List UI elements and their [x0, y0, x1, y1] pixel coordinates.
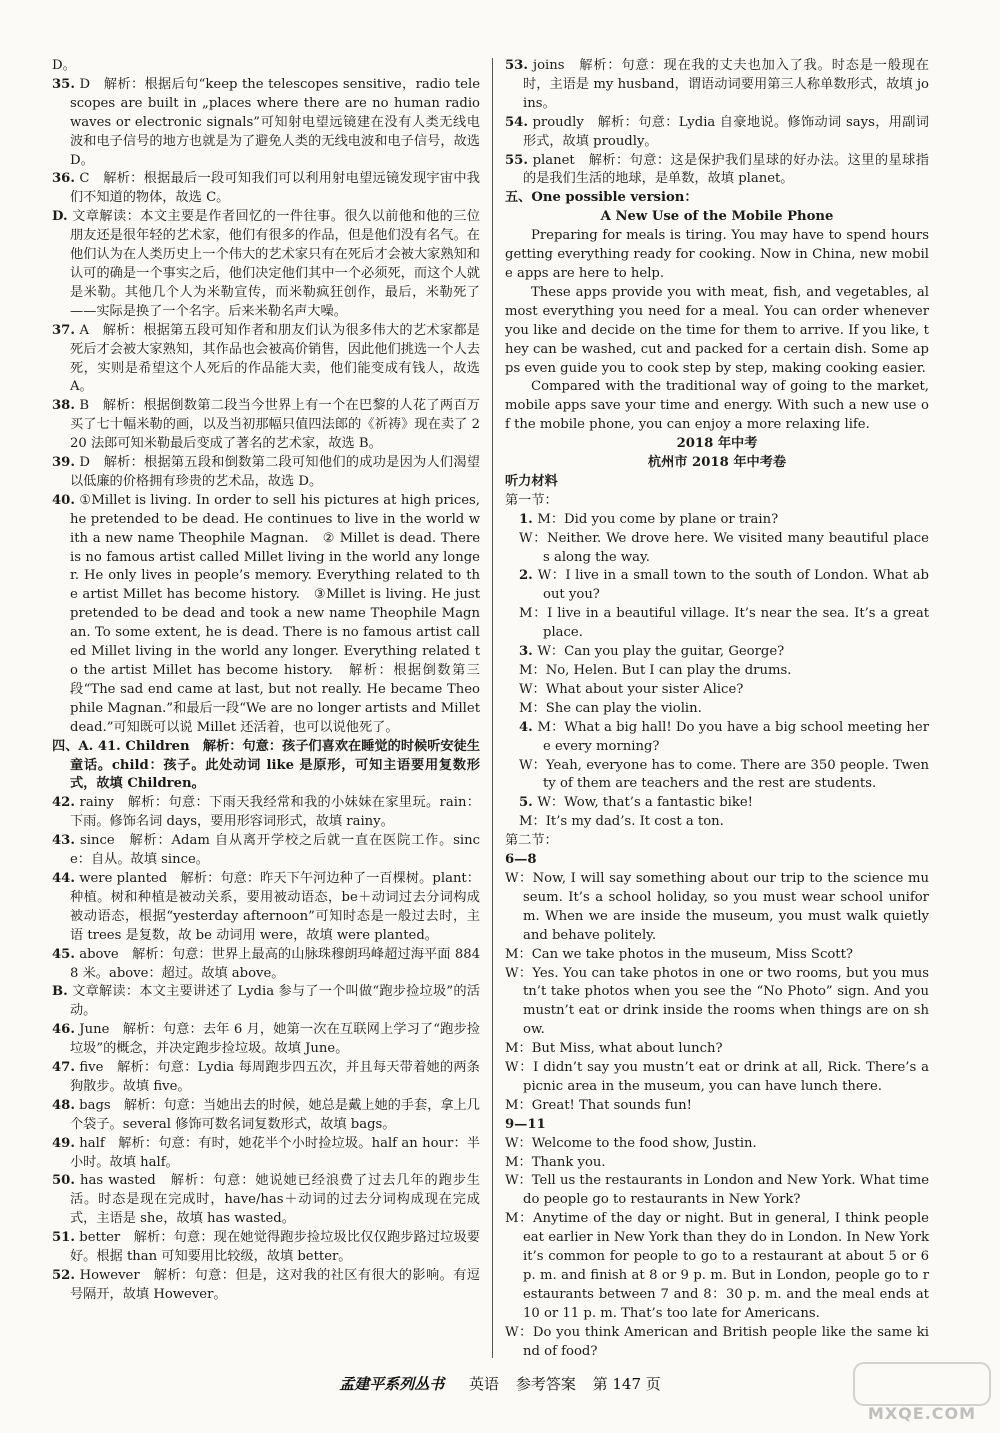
entry-text: D。 — [52, 58, 76, 73]
section-label: 参考答案 — [515, 1375, 576, 1393]
right-entry — [505, 870, 929, 946]
item-number: D. — [52, 209, 68, 225]
item-number: 39. — [52, 455, 75, 471]
entry-text: A 解析：根据第五段可知作者和朋友们认为很多伟大的艺术家都是死后才会被大家熟知，其作品也会被高价销售，因此他们挑选一个人去死，实则是希望这个人死后的作品能大卖，他们能变成有钱人，故选 A。 — [70, 322, 480, 395]
right-entry — [505, 492, 929, 511]
entry-text: better 解析：句意：现在她觉得跑步捡垃圾比仅仅跑步路过垃圾要好。根据 than 可知要用比较级，故填 better。 — [70, 1230, 480, 1265]
right-entry — [505, 832, 929, 851]
right-entry — [505, 700, 929, 719]
series-name: 孟建平系列丛书 — [339, 1375, 445, 1393]
item-number: B. — [52, 984, 68, 1000]
left-entry — [52, 76, 480, 171]
right-entry — [505, 1172, 929, 1210]
right-entry — [505, 511, 929, 530]
watermark-text: MXQE.COM — [867, 1404, 977, 1423]
entry-text: D 解析：根据后句“keep the telescopes sensitive，radio telescopes are built in „places where there are no human radio waves or electronic signals”可知射电望远镜建在没有人类无线电波和电子信号的地方也就是为了避免人类的无线电波和电子信号，故选 D。 — [70, 76, 480, 168]
left-column — [52, 57, 480, 1305]
entry-text: W：What about your sister Alice? — [519, 681, 744, 697]
item-number: 48. — [52, 1097, 75, 1113]
right-entry — [505, 1154, 929, 1173]
entry-text: 第一节： — [505, 492, 558, 508]
right-entry — [505, 681, 929, 700]
entry-text: W：Can you play the guitar, George? — [537, 644, 785, 660]
entry-text: 2018 年中考 — [676, 436, 758, 452]
item-number: 47. — [52, 1060, 75, 1076]
left-entry — [52, 322, 480, 398]
entry-text: C 解析：根据最后一段可知我们可以利用射电望远镜发现宇宙中我们不知道的物体，故选 C。 — [70, 171, 480, 206]
entry-text: 第二节： — [505, 833, 558, 849]
right-entry — [505, 378, 929, 435]
entry-text: 文章解读：本文主要讲述了 Lydia 参与了一个叫做“跑步捡垃圾”的活动。 — [67, 984, 480, 1019]
entry-text: joins 解析：句意：现在我的丈夫也加入了我。时态是一般现在时，主语是 my husband，谓语动词要用第三人称单数形式，故填 joins。 — [523, 58, 929, 111]
right-entry — [505, 794, 929, 813]
right-entry — [505, 530, 929, 568]
right-entry — [505, 1116, 929, 1135]
left-entry — [52, 454, 480, 492]
item-number: 43. — [52, 833, 75, 849]
entry-text: since 解析：Adam 自从离开学校之后就一直在医院工作。since：自从。故填 since。 — [70, 833, 480, 868]
right-entry — [505, 1040, 929, 1059]
item-number: 45. — [52, 946, 75, 962]
right-entry — [505, 435, 929, 454]
right-entry — [505, 152, 929, 190]
right-entry — [505, 1210, 929, 1323]
entry-text: planet 解析：句意：这是保护我们星球的好办法。这里的星球指的是我们生活的地球，是单数，故填 planet。 — [523, 152, 929, 187]
right-entry — [505, 114, 929, 152]
right-entry — [505, 605, 929, 643]
right-entry — [505, 851, 929, 870]
left-entry — [52, 170, 480, 208]
right-entry — [505, 965, 929, 1041]
subject-label: 英语 — [469, 1375, 500, 1393]
entry-text: half 解析：句意：有时，她花半个小时捡垃圾。half an hour：半小时。故填 half。 — [70, 1135, 480, 1170]
entry-text: M：Anytime of the day or night. But in general, I think people eat earlier in New York than they do in London. In New York it’s common for people to go to a restaurant at about 5 or 6 p. m. and finish at 8 or 9 p. m. But in London, people go to restaurants between 7 and 8：30 p. m. and the meal ends at 10 or 11 p. m. That’s too late for Americans. — [505, 1211, 929, 1321]
item-number: 50. — [52, 1173, 75, 1189]
item-number: 46. — [52, 1022, 75, 1038]
right-entry — [505, 189, 929, 208]
entry-text: W：Tell us the restaurants in London and New York. What time do people go to restaurants in New York? — [505, 1173, 930, 1208]
item-number: 40. — [52, 492, 75, 508]
entry-text: B 解析：根据倒数第二段当今世界上有一个在巴黎的人花了两百万买了七十幅米勒的画，以及当初那幅只值四法郎的《祈祷》现在卖了 220 法郎可知米勒最后变成了著名的艺术家，故选 B。 — [70, 398, 480, 452]
entry-text: 杭州市 2018 年中考卷 — [647, 455, 787, 471]
entry-text: W：Welcome to the food show, Justin. — [505, 1135, 757, 1151]
item-number: 54. — [505, 114, 528, 130]
entry-text: 文章解读：本文主要是作者回忆的一件往事。很久以前他和他的三位朋友还是很年轻的艺术家，他们有很多的作品，但是他们没有名气。在他们认为在人类历史上一个伟大的艺术家只有在死后才会被大家熟知和认可的确是一个事实之后，他们决定他们其中一个必须死，而这个人就是米勒。其他几个人为米勒宣传，而米勒疯狂创作，最后，米勒死了——实际是换了一个名字。后来米勒名声大噪。 — [67, 209, 480, 319]
entry-text: A. 41. Children 解析：句意：孩子们喜欢在睡觉的时候听安徒生童话。child：孩子。此处动词 like 是原形，可知主语要用复数形式，故填 Children。 — [70, 738, 481, 792]
right-entry — [505, 57, 929, 114]
left-entry — [52, 208, 480, 321]
entry-text: bags 解析：句意：当她出去的时候，她总是戴上她的手套，拿上几个袋子。several 修饰可数名词复数形式，故填 bags。 — [70, 1097, 480, 1132]
right-entry — [505, 1059, 929, 1097]
item-number: 49. — [52, 1135, 75, 1151]
entry-text: above 解析：句意：世界上最高的山脉珠穆朗玛峰超过海平面 8848 米。above：超过。故填 above。 — [70, 946, 480, 981]
entry-text: June 解析：句意：去年 6 月，她第一次在互联网上学习了“跑步捡垃圾”的概念，并决定跑步捡垃圾。故填 June。 — [70, 1022, 480, 1057]
item-number: 1. — [519, 511, 538, 527]
item-number: 36. — [52, 171, 75, 187]
right-entry — [505, 284, 929, 379]
entry-text: W：I live in a small town to the south of London. What about you? — [537, 568, 929, 603]
left-entry — [52, 1135, 480, 1173]
entry-text: W：Yeah, everyone has to come. There are 350 people. Twenty of them are teachers and the rest are students. — [519, 757, 929, 792]
item-number: 38. — [52, 398, 75, 414]
entry-text: M：What a big hall! Do you have a big school meeting here every morning? — [537, 719, 929, 754]
entry-text: were planted 解析：句意：昨天下午河边种了一百棵树。plant：种植。树和种植是被动关系，要用被动语态，be＋动词过去分词构成被动语态，根据“yesterday afternoon”可知时态是一般过去时，主语 trees 是复数，故 be 动词用 were，故填 were planted。 — [70, 870, 480, 943]
item-number: 35. — [52, 76, 75, 92]
left-entry — [52, 1267, 480, 1305]
entry-text: M：She can play the violin. — [519, 700, 702, 716]
page-footer — [0, 1373, 1000, 1394]
left-entry — [52, 492, 480, 738]
right-entry — [505, 719, 929, 757]
entry-text: These apps provide you with meat, fish, and vegetables, almost everything you need for a meal. You can order whenever you like and decide on the time for them to arrive. If you like, they can be washed, cut and packed for a certain dish. Some apps even guide you to cook step by step, making cooking easier. — [505, 284, 929, 376]
right-entry — [505, 567, 929, 605]
right-entry — [505, 757, 929, 795]
entry-text: M：Thank you. — [505, 1154, 606, 1170]
entry-text: M：But Miss, what about lunch? — [505, 1041, 723, 1057]
item-number: 3. — [519, 644, 538, 660]
left-entry — [52, 1021, 480, 1059]
item-number: 44. — [52, 870, 75, 886]
entry-text: M：I live in a beautiful village. It’s near the sea. It’s a great place. — [519, 606, 929, 641]
left-entry — [52, 1059, 480, 1097]
entry-text: W：Do you think American and British people like the same kind of food? — [505, 1324, 929, 1359]
right-column — [505, 57, 929, 1362]
site-watermark — [852, 1361, 992, 1425]
right-entry — [505, 813, 929, 832]
left-entry — [52, 1229, 480, 1267]
entry-text: 6—8 — [505, 852, 537, 868]
right-entry — [505, 643, 929, 662]
left-entry — [52, 983, 480, 1021]
item-number: 53. — [505, 58, 528, 73]
entry-text: Preparing for meals is tiring. You may have to spend hours getting everything ready for cooking. Now in China, new mobile apps are here to help. — [505, 228, 929, 281]
left-entry — [52, 946, 480, 984]
right-entry — [505, 662, 929, 681]
entry-text: ①Millet is living. In order to sell his pictures at high prices, he pretended to be dead. He continues to live in the world with a new name Theophile Magnan. ② Millet is dead. There is no famous artist called Millet living in the world any longer. He only lives in people’s memory. Everything related to the artist Millet has become history. ③Millet is living. He just pretended to be dead and took a new name Theophile Magnan. To some extent, he is dead. There is no famous artist called Millet living in the world any longer. Everything related to the artist Millet has become history. 解析：根据倒数第三段“The sad end came at last, but not really. He became Theophile Magnan.”和最后一段“We are no longer artists and Millet dead.”可知既可以说 Millet 还活着，也可以说他死了。 — [70, 492, 480, 735]
entry-text: rainy 解析：句意：下雨天我经常和我的小妹妹在家里玩。rain：下雨。修饰名词 days，要用形容词形式，故填 rainy。 — [70, 795, 480, 830]
page-number: 第 147 页 — [592, 1375, 661, 1393]
entry-text: M：Did you come by plane or train? — [537, 511, 779, 527]
left-entry — [52, 794, 480, 832]
right-entry — [505, 227, 929, 284]
right-entry — [505, 454, 929, 473]
left-entry — [52, 738, 480, 795]
entry-text: A New Use of the Mobile Phone — [600, 209, 834, 225]
item-number: 51. — [52, 1230, 75, 1246]
right-entry — [505, 208, 929, 227]
item-number: 2. — [519, 568, 538, 584]
entry-text: 听力材料 — [505, 473, 558, 489]
right-entry — [505, 1135, 929, 1154]
right-entry — [505, 946, 929, 965]
entry-text: M：No, Helen. But I can play the drums. — [519, 663, 792, 678]
item-number: 5. — [519, 795, 538, 811]
item-number: 52. — [52, 1268, 75, 1283]
left-entry — [52, 57, 480, 76]
entry-text: M：Great! That sounds fun! — [505, 1097, 692, 1113]
entry-text: W：Neither. We drove here. We visited many beautiful places along the way. — [519, 530, 929, 565]
right-entry — [505, 1097, 929, 1116]
entry-text: W：Now, I will say something about our trip to the science museum. It’s a school holiday, so you must wear school uniform. When we are inside the museum, you must walk quietly and behave politely. — [505, 870, 929, 943]
right-entry — [505, 473, 929, 492]
item-number: 4. — [519, 719, 538, 735]
entry-text: W：Yes. You can take photos in one or two rooms, but you mustn’t take photos when you see the “No Photo” sign. And you mustn’t eat or drink inside the rooms when things are on show. — [505, 965, 929, 1038]
entry-text: D 解析：根据第五段和倒数第二段可知他们的成功是因为人们渴望以低廉的价格拥有珍贵的艺术品，故选 D。 — [70, 455, 480, 489]
left-entry — [52, 1097, 480, 1135]
entry-text: M：Can we take photos in the museum, Miss Scott? — [505, 946, 853, 962]
left-entry — [52, 397, 480, 454]
entry-text: 五、One possible version： — [505, 190, 698, 206]
entry-text: Compared with the traditional way of going to the market, mobile apps save your time and energy. With such a new use of the mobile phone, you can enjoy a more relaxing life. — [505, 379, 929, 433]
entry-text: However 解析：句意：但是，这对我的社区有很大的影响。有逗号隔开，故填 However。 — [70, 1268, 480, 1302]
item-number: 55. — [505, 152, 528, 168]
entry-text: five 解析：句意：Lydia 每周跑步四五次，并且每天带着她的两条狗散步。故填 five。 — [70, 1060, 480, 1094]
left-entry — [52, 832, 480, 870]
item-number: 42. — [52, 795, 75, 811]
item-number: 37. — [52, 322, 75, 338]
entry-text: W：I didn’t say you mustn’t eat or drink at all, Rick. There’s a picnic area in the museum, you can have lunch there. — [505, 1060, 929, 1094]
item-number: 四、 — [52, 738, 79, 754]
entry-text: has wasted 解析：句意：她说她已经浪费了过去几年的跑步生活。时态是现在完成时，have/has＋动词的过去分词构成现在完成式，主语是 she，故填 has wasted。 — [70, 1173, 480, 1227]
entry-text: W：Wow, that’s a fantastic bike! — [537, 795, 753, 811]
right-entry — [505, 1324, 929, 1362]
left-entry — [52, 1172, 480, 1229]
entry-text: 9—11 — [505, 1116, 546, 1132]
left-entry — [52, 870, 480, 946]
entry-text: M：It’s my dad’s. It cost a ton. — [519, 814, 724, 830]
column-divider — [492, 58, 493, 1358]
entry-text: proudly 解析：句意：Lydia 自豪地说。修饰动词 says，用副词形式，故填 proudly。 — [523, 114, 929, 149]
